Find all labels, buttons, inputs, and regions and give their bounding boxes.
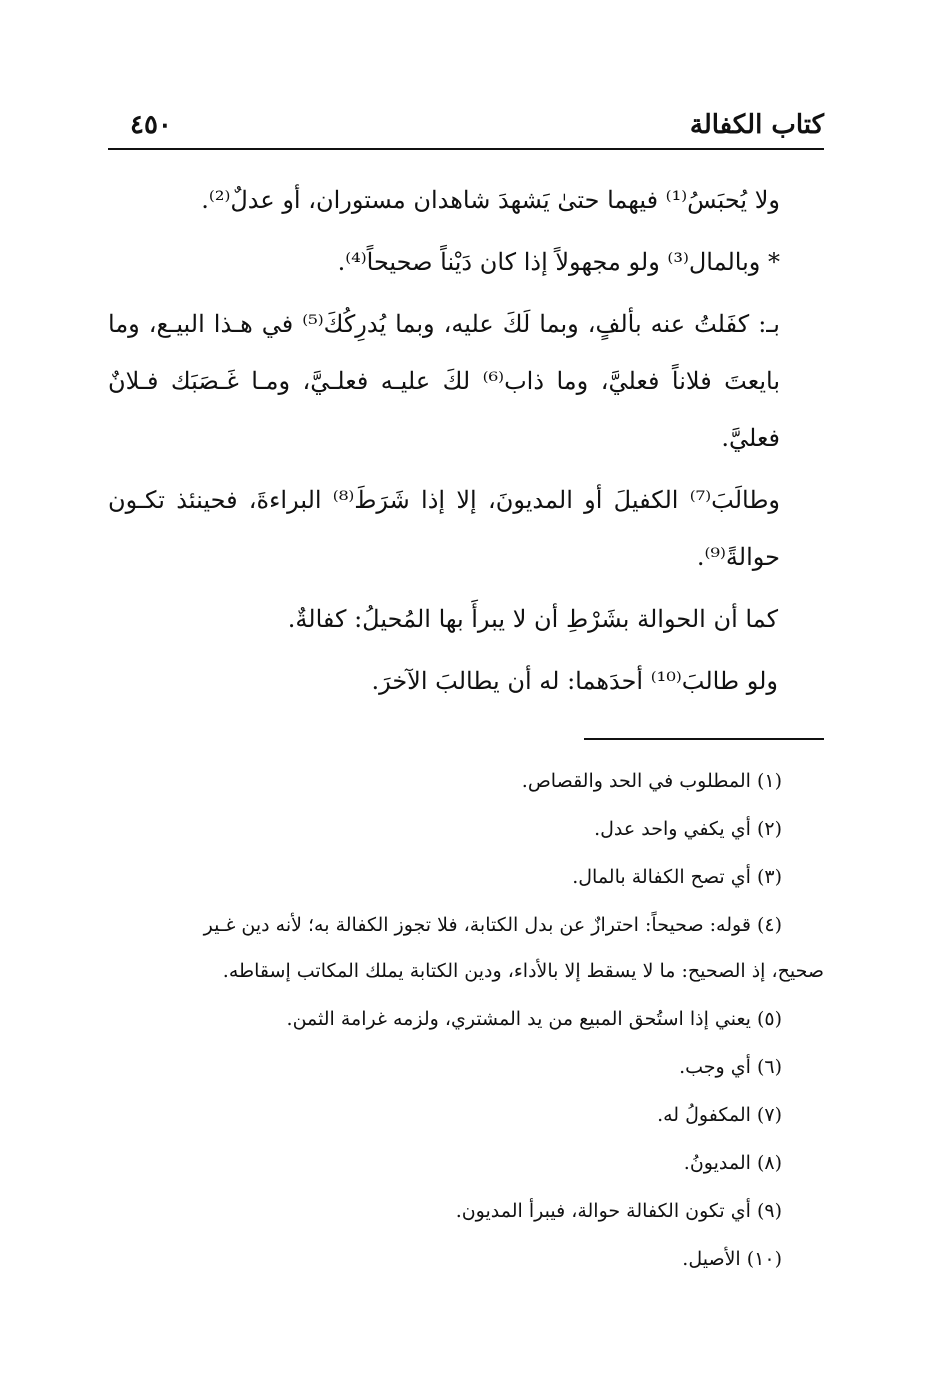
paragraph-5: كما أن الحوالة بشَرْطِ أن لا يبرأَ بها المُحيلُ: كفالةٌ. xyxy=(287,605,778,633)
paragraph-4: وطالَبَ⁽⁷⁾ الكفيلَ أو المديونَ، إلا إذا شَرَطَ⁽⁸⁾ البراءةَ، فحينئذ تكـون حوالةً⁽⁹⁾. xyxy=(108,486,781,571)
footnote-divider xyxy=(584,738,824,740)
footnote-1: (١) المطلوب في الحد والقصاص. xyxy=(521,770,782,792)
footnote-5: (٥) يعني إذا استُحق المبيع من يد المشتري، ولزمه غرامة الثمن. xyxy=(286,1008,782,1030)
footnote-9: (٩) أي تكون الكفالة حوالة، فيبرأ المديون. xyxy=(455,1200,782,1222)
main-text xyxy=(108,172,824,715)
running-title: كتاب الكفالة xyxy=(689,110,824,140)
paragraph-2: * وبالمال⁽³⁾ ولو مجهولاً إذا كان دَيْناً صحيحاً⁽⁴⁾. xyxy=(337,248,780,276)
footnote-3: (٣) أي تصح الكفالة بالمال. xyxy=(572,866,782,888)
page-header xyxy=(108,100,824,150)
footnote-10: (١٠) الأصيل. xyxy=(682,1248,782,1270)
paragraph-6: ولو طالبَ⁽¹⁰⁾ أحدَهما: له أن يطالبَ الآخرَ. xyxy=(371,667,778,695)
footnote-2: (٢) أي يكفي واحد عدل. xyxy=(594,818,782,840)
page-number: ٤٥٠ xyxy=(130,110,172,140)
footnote-6: (٦) أي وجب. xyxy=(679,1056,782,1078)
footnote-7: (٧) المكفولُ له. xyxy=(657,1104,782,1126)
footnotes xyxy=(108,758,824,1284)
paragraph-1: ولا يُحبَسُ⁽¹⁾ فيهما حتىٰ يَشهدَ شاهدان مستوران، أو عدلٌ⁽²⁾. xyxy=(201,186,780,214)
footnote-8: (٨) المديونُ. xyxy=(683,1152,782,1174)
paragraph-3: بـ: كفَلتُ عنه بألفٍ، وبما لَكَ عليه، وبما يُدرِكُكَ⁽⁵⁾ في هـذا البيـع، وما بايعتَ فلاناً فعليَّ، وما ذاب⁽⁶⁾ لكَ عليـه فعلـيَّ، ومـا غَـصَبَك فـلانٌ فعليَّ. xyxy=(108,310,780,452)
footnote-4: (٤) قوله: صحيحاً: احترازٌ عن بدل الكتابة، فلا تجوز الكفالة به؛ لأنه دين غـير xyxy=(203,914,782,936)
footnote-4-continued: صحيح، إذ الصحيح: ما لا يسقط إلا بالأداء، ودين الكتابة يملك المكاتب إسقاطه. xyxy=(222,960,824,982)
